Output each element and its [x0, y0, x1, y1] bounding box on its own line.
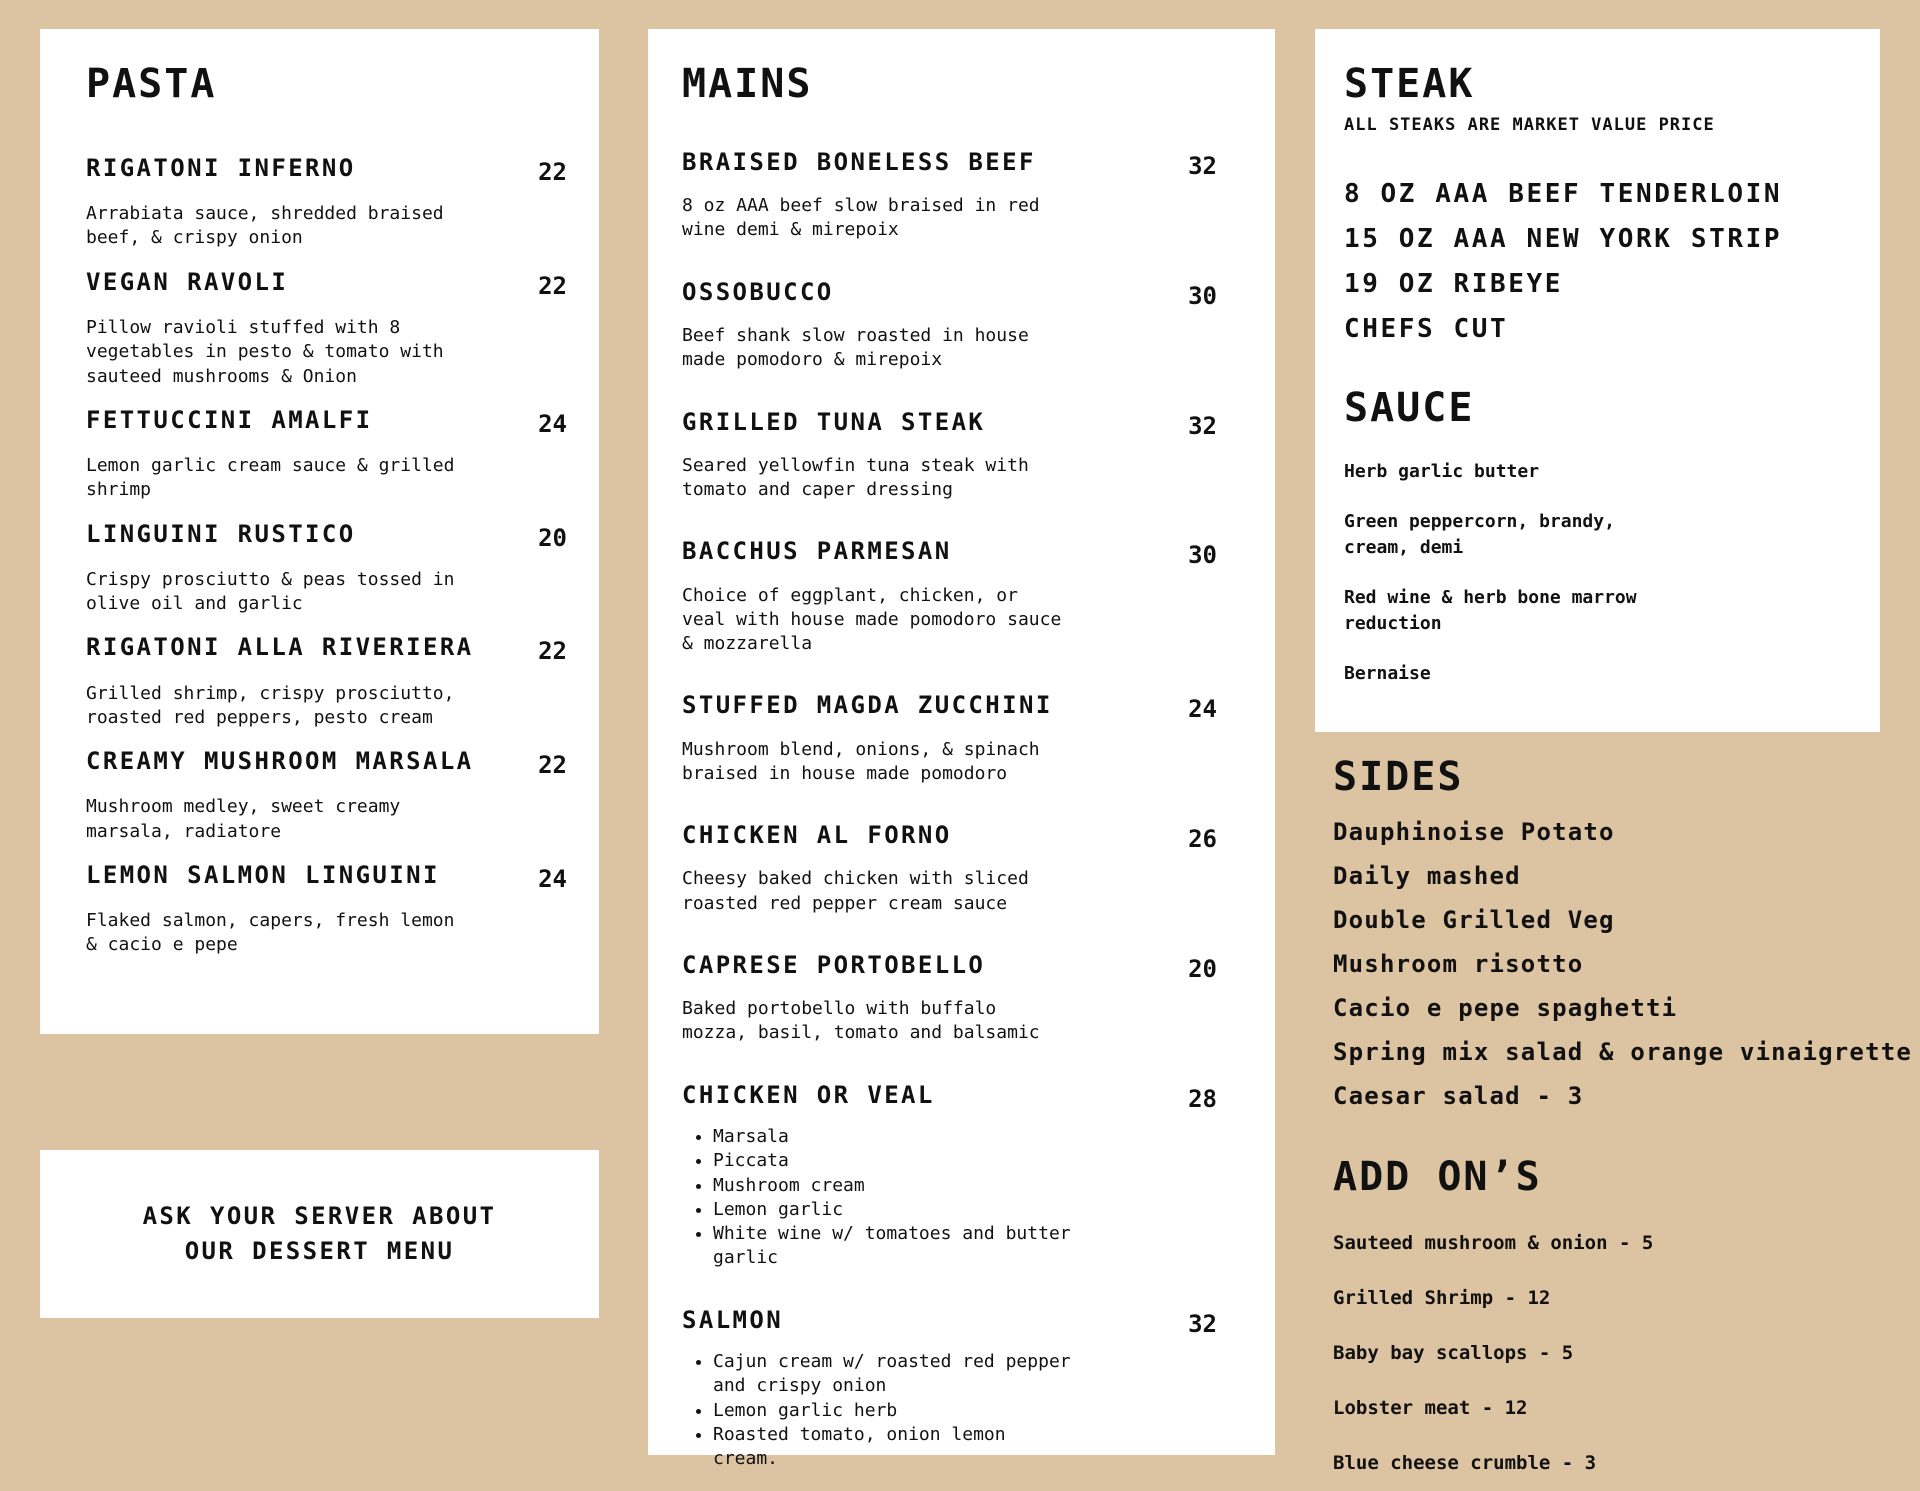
- item-description: Seared yellowfin tuna steak with tomato and caper dressing: [682, 454, 1029, 501]
- item-name: FETTUCCINI AMALFI: [86, 405, 373, 434]
- pasta-list: [86, 153, 567, 958]
- item-price: 24: [1188, 695, 1217, 724]
- item-name: CHICKEN OR VEAL: [682, 1080, 935, 1109]
- item-price: 32: [1188, 152, 1217, 180]
- option-item: • Marsala: [713, 1125, 1073, 1149]
- item-header: [682, 820, 1217, 855]
- menu-item: [86, 405, 567, 503]
- item-description: Mushroom blend, onions, & spinach braised in house made pomodoro: [682, 738, 1040, 784]
- menu-item: [682, 277, 1217, 373]
- option-item: • Lemon garlic herb: [713, 1399, 1073, 1423]
- item-price: 22: [538, 751, 567, 780]
- item-price: 24: [538, 864, 567, 893]
- side-item: Mushroom risotto: [1333, 950, 1584, 978]
- item-price: 28: [1188, 1084, 1217, 1113]
- side-item: Daily mashed: [1333, 862, 1521, 890]
- item-price: 32: [1188, 411, 1217, 440]
- item-header: [682, 147, 1217, 182]
- mains-panel: [648, 29, 1275, 1470]
- item-description: 8 oz AAA beef slow braised in red wine demi & mirepoix: [682, 195, 1040, 241]
- side-item: Caesar salad - 3: [1333, 1082, 1584, 1110]
- steak-item: 19 OZ RIBEYE: [1344, 269, 1564, 299]
- addons-title: ADD ON’S: [1333, 1154, 1542, 1200]
- item-description: Baked portobello with buffalo mozza, basil, tomato and balsamic: [682, 998, 1040, 1044]
- sides-addons-block: [1333, 752, 1913, 1491]
- item-description: Crispy prosciutto & peas tossed in olive oil and garlic: [86, 568, 455, 615]
- dessert-note: ASK YOUR SERVER ABOUT OUR DESSERT MENU: [142, 1202, 497, 1265]
- option-item: • Mushroom cream: [713, 1174, 1073, 1198]
- item-price: 26: [1188, 825, 1217, 854]
- item-header: [86, 860, 567, 895]
- item-price: 32: [1188, 1309, 1217, 1338]
- addon-item: Sauteed mushroom & onion - 5: [1333, 1232, 1654, 1254]
- item-price: 22: [538, 637, 567, 666]
- steak-panel: [1315, 29, 1880, 732]
- sauce-item: Green peppercorn, brandy, cream, demi: [1344, 511, 1615, 559]
- menu-item: [682, 407, 1217, 503]
- menu-item: [682, 820, 1217, 916]
- item-description: Arrabiata sauce, shredded braised beef, & crispy onion: [86, 203, 444, 249]
- steak-item: CHEFS CUT: [1344, 314, 1509, 344]
- dessert-panel: [40, 1150, 599, 1318]
- item-name: RIGATONI INFERNO: [86, 154, 356, 182]
- menu-item: [682, 147, 1217, 243]
- sauce-item: Bernaise: [1344, 663, 1431, 685]
- steak-title: STEAK: [1344, 61, 1475, 107]
- item-header: [86, 746, 567, 781]
- item-name: BRAISED BONELESS BEEF: [682, 148, 1036, 176]
- item-description: Cheesy baked chicken with sliced roasted red pepper cream sauce: [682, 868, 1029, 914]
- option-item: • White wine w/ tomatoes and butter garlic: [713, 1222, 1073, 1271]
- side-item: Spring mix salad & orange vinaigrette: [1333, 1038, 1913, 1066]
- item-description: Pillow ravioli stuffed with 8 vegetables in pesto & tomato with sauteed mushrooms & Onion: [86, 316, 444, 387]
- item-header: [682, 950, 1217, 985]
- side-item: Cacio e pepe spaghetti: [1333, 994, 1678, 1022]
- option-item: • Cajun cream w/ roasted red pepper and crispy onion: [713, 1350, 1073, 1399]
- item-name: SALMON: [682, 1305, 784, 1334]
- mains-list: [682, 147, 1217, 1046]
- item-description: Grilled shrimp, crispy prosciutto, roasted red peppers, pesto cream: [86, 682, 455, 728]
- menu-item: [86, 860, 567, 958]
- item-price: 30: [1188, 281, 1217, 310]
- mains-title: MAINS: [682, 61, 813, 107]
- sauce-item: Red wine & herb bone marrow reduction: [1344, 587, 1637, 635]
- item-name: OSSOBUCCO: [682, 277, 834, 306]
- item-price: 24: [538, 409, 567, 438]
- item-header: [86, 519, 567, 554]
- steak-item: 15 OZ AAA NEW YORK STRIP: [1344, 224, 1783, 254]
- option-item: • Roasted tomato, onion lemon cream.: [713, 1423, 1073, 1472]
- item-name: LINGUINI RUSTICO: [86, 519, 356, 548]
- sauce-list: [1344, 459, 1850, 688]
- item-description: Mushroom medley, sweet creamy marsala, radiatore: [86, 796, 401, 842]
- sides-title: SIDES: [1333, 754, 1464, 800]
- option-item: • Lemon garlic: [713, 1198, 1073, 1222]
- item-header: [86, 267, 567, 302]
- item-description: Choice of eggplant, chicken, or veal with house made pomodoro sauce & mozzarella: [682, 584, 1062, 655]
- chicken-veal-options: [682, 1125, 1073, 1271]
- addon-item: Lobster meat - 12: [1333, 1397, 1528, 1419]
- menu-item: [682, 950, 1217, 1046]
- item-name: GRILLED TUNA STEAK: [682, 407, 986, 436]
- menu-item: [86, 746, 567, 844]
- sauce-item: Herb garlic butter: [1344, 461, 1540, 482]
- steak-subtitle: ALL STEAKS ARE MARKET VALUE PRICE: [1344, 115, 1715, 135]
- item-name: CHICKEN AL FORNO: [682, 821, 952, 850]
- menu-item-chicken-or-veal: [682, 1080, 1217, 1271]
- item-header: [682, 690, 1217, 725]
- item-header: [86, 405, 567, 440]
- menu-item: [86, 519, 567, 617]
- item-header: [682, 407, 1217, 442]
- menu-item-salmon: [682, 1305, 1217, 1472]
- pasta-panel: [40, 29, 599, 1034]
- menu-item: [682, 536, 1217, 656]
- item-name: CREAMY MUSHROOM MARSALA: [86, 747, 474, 776]
- item-description: Flaked salmon, capers, fresh lemon & cacio e pepe: [86, 910, 455, 956]
- steak-item: 8 OZ AAA BEEF TENDERLOIN: [1344, 179, 1783, 209]
- menu-item: [682, 690, 1217, 786]
- sides-list: [1333, 810, 1913, 1118]
- item-header: [682, 536, 1217, 571]
- item-name: BACCHUS PARMESAN: [682, 537, 952, 566]
- item-header: [682, 277, 1217, 312]
- menu-item: [86, 632, 567, 730]
- addons-list: [1333, 1216, 1913, 1491]
- addon-item: Grilled Shrimp - 12: [1333, 1287, 1551, 1309]
- steak-list: [1344, 175, 1850, 349]
- side-item: Double Grilled Veg: [1333, 906, 1615, 934]
- item-description: Lemon garlic cream sauce & grilled shrimp: [86, 455, 455, 501]
- menu-item: [86, 267, 567, 389]
- item-header: [86, 632, 567, 667]
- side-item: Dauphinoise Potato: [1333, 818, 1615, 846]
- menu-item: [86, 153, 567, 251]
- item-header: [86, 153, 567, 188]
- addon-item: Blue cheese crumble - 3: [1333, 1452, 1597, 1474]
- item-name: RIGATONI ALLA RIVERIERA: [86, 633, 474, 662]
- item-name: STUFFED MAGDA ZUCCHINI: [682, 691, 1053, 720]
- item-description: Beef shank slow roasted in house made pomodoro & mirepoix: [682, 324, 1029, 371]
- option-item: • Piccata: [713, 1149, 1073, 1173]
- pasta-title: PASTA: [86, 61, 217, 107]
- item-name: CAPRESE PORTOBELLO: [682, 950, 986, 979]
- item-price: 22: [538, 158, 567, 186]
- salmon-options: [682, 1350, 1073, 1471]
- item-name: LEMON SALMON LINGUINI: [86, 860, 440, 889]
- item-price: 20: [538, 523, 567, 552]
- sauce-title: SAUCE: [1344, 385, 1475, 431]
- item-price: 30: [1188, 541, 1217, 570]
- item-price: 20: [1188, 954, 1217, 983]
- item-name: VEGAN RAVOLI: [86, 267, 289, 296]
- item-price: 22: [538, 271, 567, 300]
- addon-item: Baby bay scallops - 5: [1333, 1342, 1574, 1364]
